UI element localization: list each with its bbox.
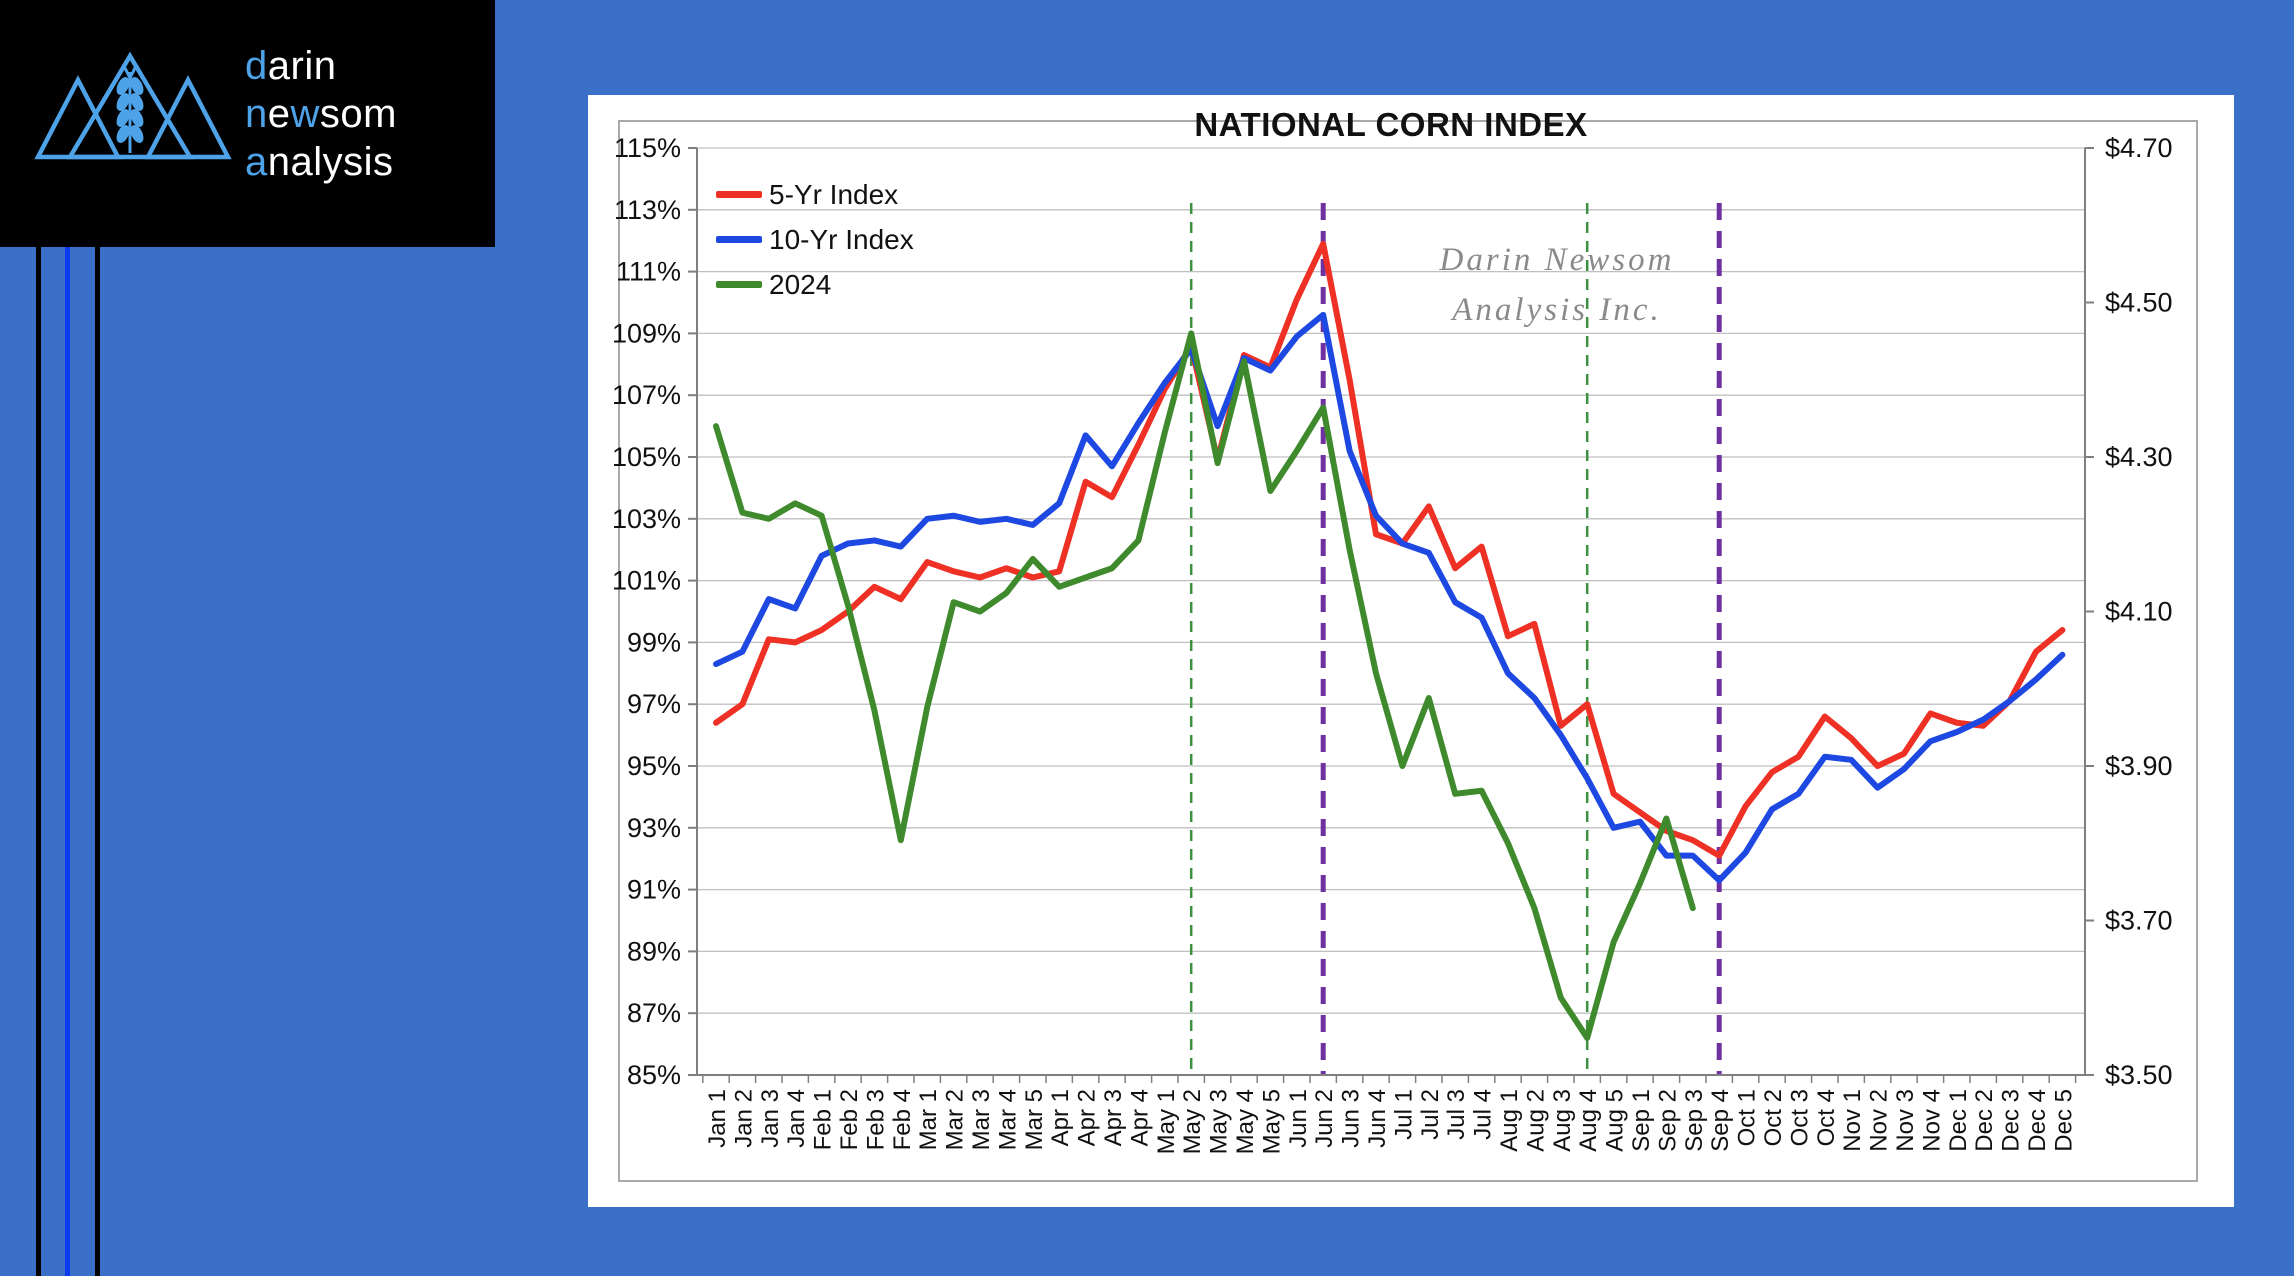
- x-axis-label: Nov 1: [1839, 1089, 1867, 1152]
- y-axis-left-label: 95%: [626, 751, 681, 781]
- y-axis-right-label: $3.50: [2105, 1060, 2173, 1090]
- y-axis-right-label: $3.90: [2105, 751, 2173, 781]
- y-axis-left-label: 105%: [611, 442, 681, 472]
- x-axis-label: May 5: [1258, 1089, 1286, 1155]
- x-axis-label: Aug 3: [1548, 1089, 1576, 1152]
- x-axis-label: May 3: [1205, 1089, 1233, 1155]
- logo: [0, 0, 495, 247]
- logo-wordmark: darin newsom analysis: [245, 44, 397, 184]
- mountains-wheat-icon: [30, 50, 245, 165]
- legend-item-10yr: [716, 217, 914, 262]
- legend-swatch-10yr: [716, 236, 762, 243]
- watermark-line-2: Analysis Inc.: [1452, 292, 1662, 328]
- x-axis-label: Jul 3: [1443, 1089, 1471, 1140]
- y-axis-right-label: $4.50: [2105, 287, 2173, 318]
- x-axis-label: Feb 1: [809, 1089, 837, 1151]
- y-axis-left-label: 97%: [626, 689, 681, 720]
- x-axis-label: May 1: [1152, 1089, 1180, 1155]
- x-axis-label: Jun 4: [1364, 1089, 1391, 1148]
- y-axis-left-label: 103%: [611, 503, 681, 534]
- x-axis-label: Dec 4: [2024, 1089, 2051, 1152]
- x-axis-label: Aug 4: [1575, 1089, 1603, 1152]
- chart-legend: [716, 172, 914, 307]
- y-axis-right-label: $4.70: [2105, 133, 2173, 163]
- x-axis-label: Aug 5: [1601, 1089, 1629, 1152]
- y-axis-left-label: 107%: [611, 380, 681, 411]
- x-axis-label: Oct 4: [1812, 1089, 1840, 1147]
- legend-label-5yr: 5-Yr Index: [769, 178, 899, 210]
- x-axis-label: Feb 2: [836, 1089, 863, 1151]
- legend-swatch-2024: [716, 281, 762, 288]
- legend-item-5yr: [716, 172, 914, 217]
- x-axis-label: Aug 2: [1522, 1089, 1550, 1152]
- x-axis-label: Mar 4: [994, 1089, 1022, 1151]
- x-axis-label: Sep 2: [1654, 1089, 1682, 1152]
- y-axis-left-label: 111%: [615, 256, 681, 287]
- y-axis-left-label: 101%: [611, 565, 681, 596]
- y-axis-left-label: 113%: [613, 194, 681, 225]
- x-axis-label: Sep 3: [1680, 1089, 1708, 1152]
- x-axis-label: Dec 2: [1971, 1089, 1999, 1152]
- x-axis-label: Sep 4: [1707, 1089, 1735, 1152]
- x-axis-label: Sep 1: [1628, 1089, 1655, 1152]
- x-axis-label: Jan 4: [783, 1089, 811, 1148]
- watermark-line-1: Darin Newsom: [1439, 242, 1675, 278]
- x-axis-label: Jul 2: [1416, 1089, 1444, 1140]
- legend-swatch-5yr: [716, 191, 762, 198]
- legend-item-2024: [716, 262, 914, 307]
- x-axis-label: Jun 2: [1311, 1089, 1339, 1148]
- x-axis-label: Feb 4: [888, 1089, 916, 1151]
- x-axis-label: Jan 1: [704, 1089, 731, 1148]
- y-axis-left-label: 99%: [626, 627, 681, 658]
- x-axis-label: Jun 3: [1337, 1089, 1365, 1148]
- x-axis-label: Apr 2: [1073, 1089, 1101, 1147]
- x-axis-label: Oct 1: [1733, 1089, 1761, 1147]
- y-axis-left-label: 91%: [626, 874, 681, 905]
- x-axis-label: May 2: [1179, 1089, 1207, 1155]
- y-axis-right-label: $3.70: [2105, 905, 2173, 936]
- x-axis-label: Apr 4: [1126, 1089, 1154, 1147]
- x-axis-label: Oct 3: [1786, 1089, 1814, 1147]
- x-axis-label: Apr 1: [1047, 1089, 1075, 1147]
- x-axis-label: Nov 3: [1892, 1089, 1919, 1152]
- x-axis-label: Mar 3: [968, 1089, 995, 1151]
- x-axis-label: Dec 5: [2050, 1089, 2078, 1152]
- y-axis-left-label: 109%: [611, 318, 681, 349]
- y-axis-left-label: 85%: [626, 1060, 681, 1090]
- y-axis-right-label: $4.30: [2105, 442, 2173, 472]
- y-axis-left-label: 87%: [626, 998, 681, 1029]
- x-axis-label: Dec 1: [1944, 1089, 1972, 1152]
- x-axis-label: Jun 1: [1284, 1089, 1312, 1148]
- legend-label-2024: 2024: [769, 268, 832, 300]
- x-axis-label: Jul 1: [1390, 1089, 1418, 1140]
- x-axis-label: Apr 3: [1100, 1089, 1127, 1147]
- y-axis-left-label: 89%: [626, 936, 681, 967]
- x-axis-label: Nov 2: [1865, 1089, 1893, 1152]
- y-axis-right-label: $4.10: [2105, 596, 2173, 627]
- x-axis-label: May 4: [1232, 1089, 1259, 1155]
- x-axis-label: Dec 3: [1997, 1089, 2025, 1152]
- x-axis-label: Nov 4: [1918, 1089, 1946, 1152]
- x-axis-label: Jan 2: [730, 1089, 758, 1148]
- x-axis-label: Aug 1: [1496, 1089, 1523, 1152]
- x-axis-label: Mar 1: [915, 1089, 943, 1151]
- x-axis-label: Jan 3: [756, 1089, 784, 1148]
- x-axis-label: Mar 2: [941, 1089, 969, 1151]
- x-axis-label: Jul 4: [1469, 1089, 1497, 1140]
- x-axis-label: Feb 3: [862, 1089, 890, 1151]
- x-axis-label: Mar 5: [1020, 1089, 1048, 1151]
- y-axis-left-label: 93%: [626, 812, 681, 843]
- chart-title: NATIONAL CORN INDEX: [1194, 106, 1588, 143]
- x-axis-label: Oct 2: [1760, 1089, 1787, 1147]
- y-axis-left-label: 115%: [613, 133, 681, 163]
- legend-label-10yr: 10-Yr Index: [769, 223, 914, 255]
